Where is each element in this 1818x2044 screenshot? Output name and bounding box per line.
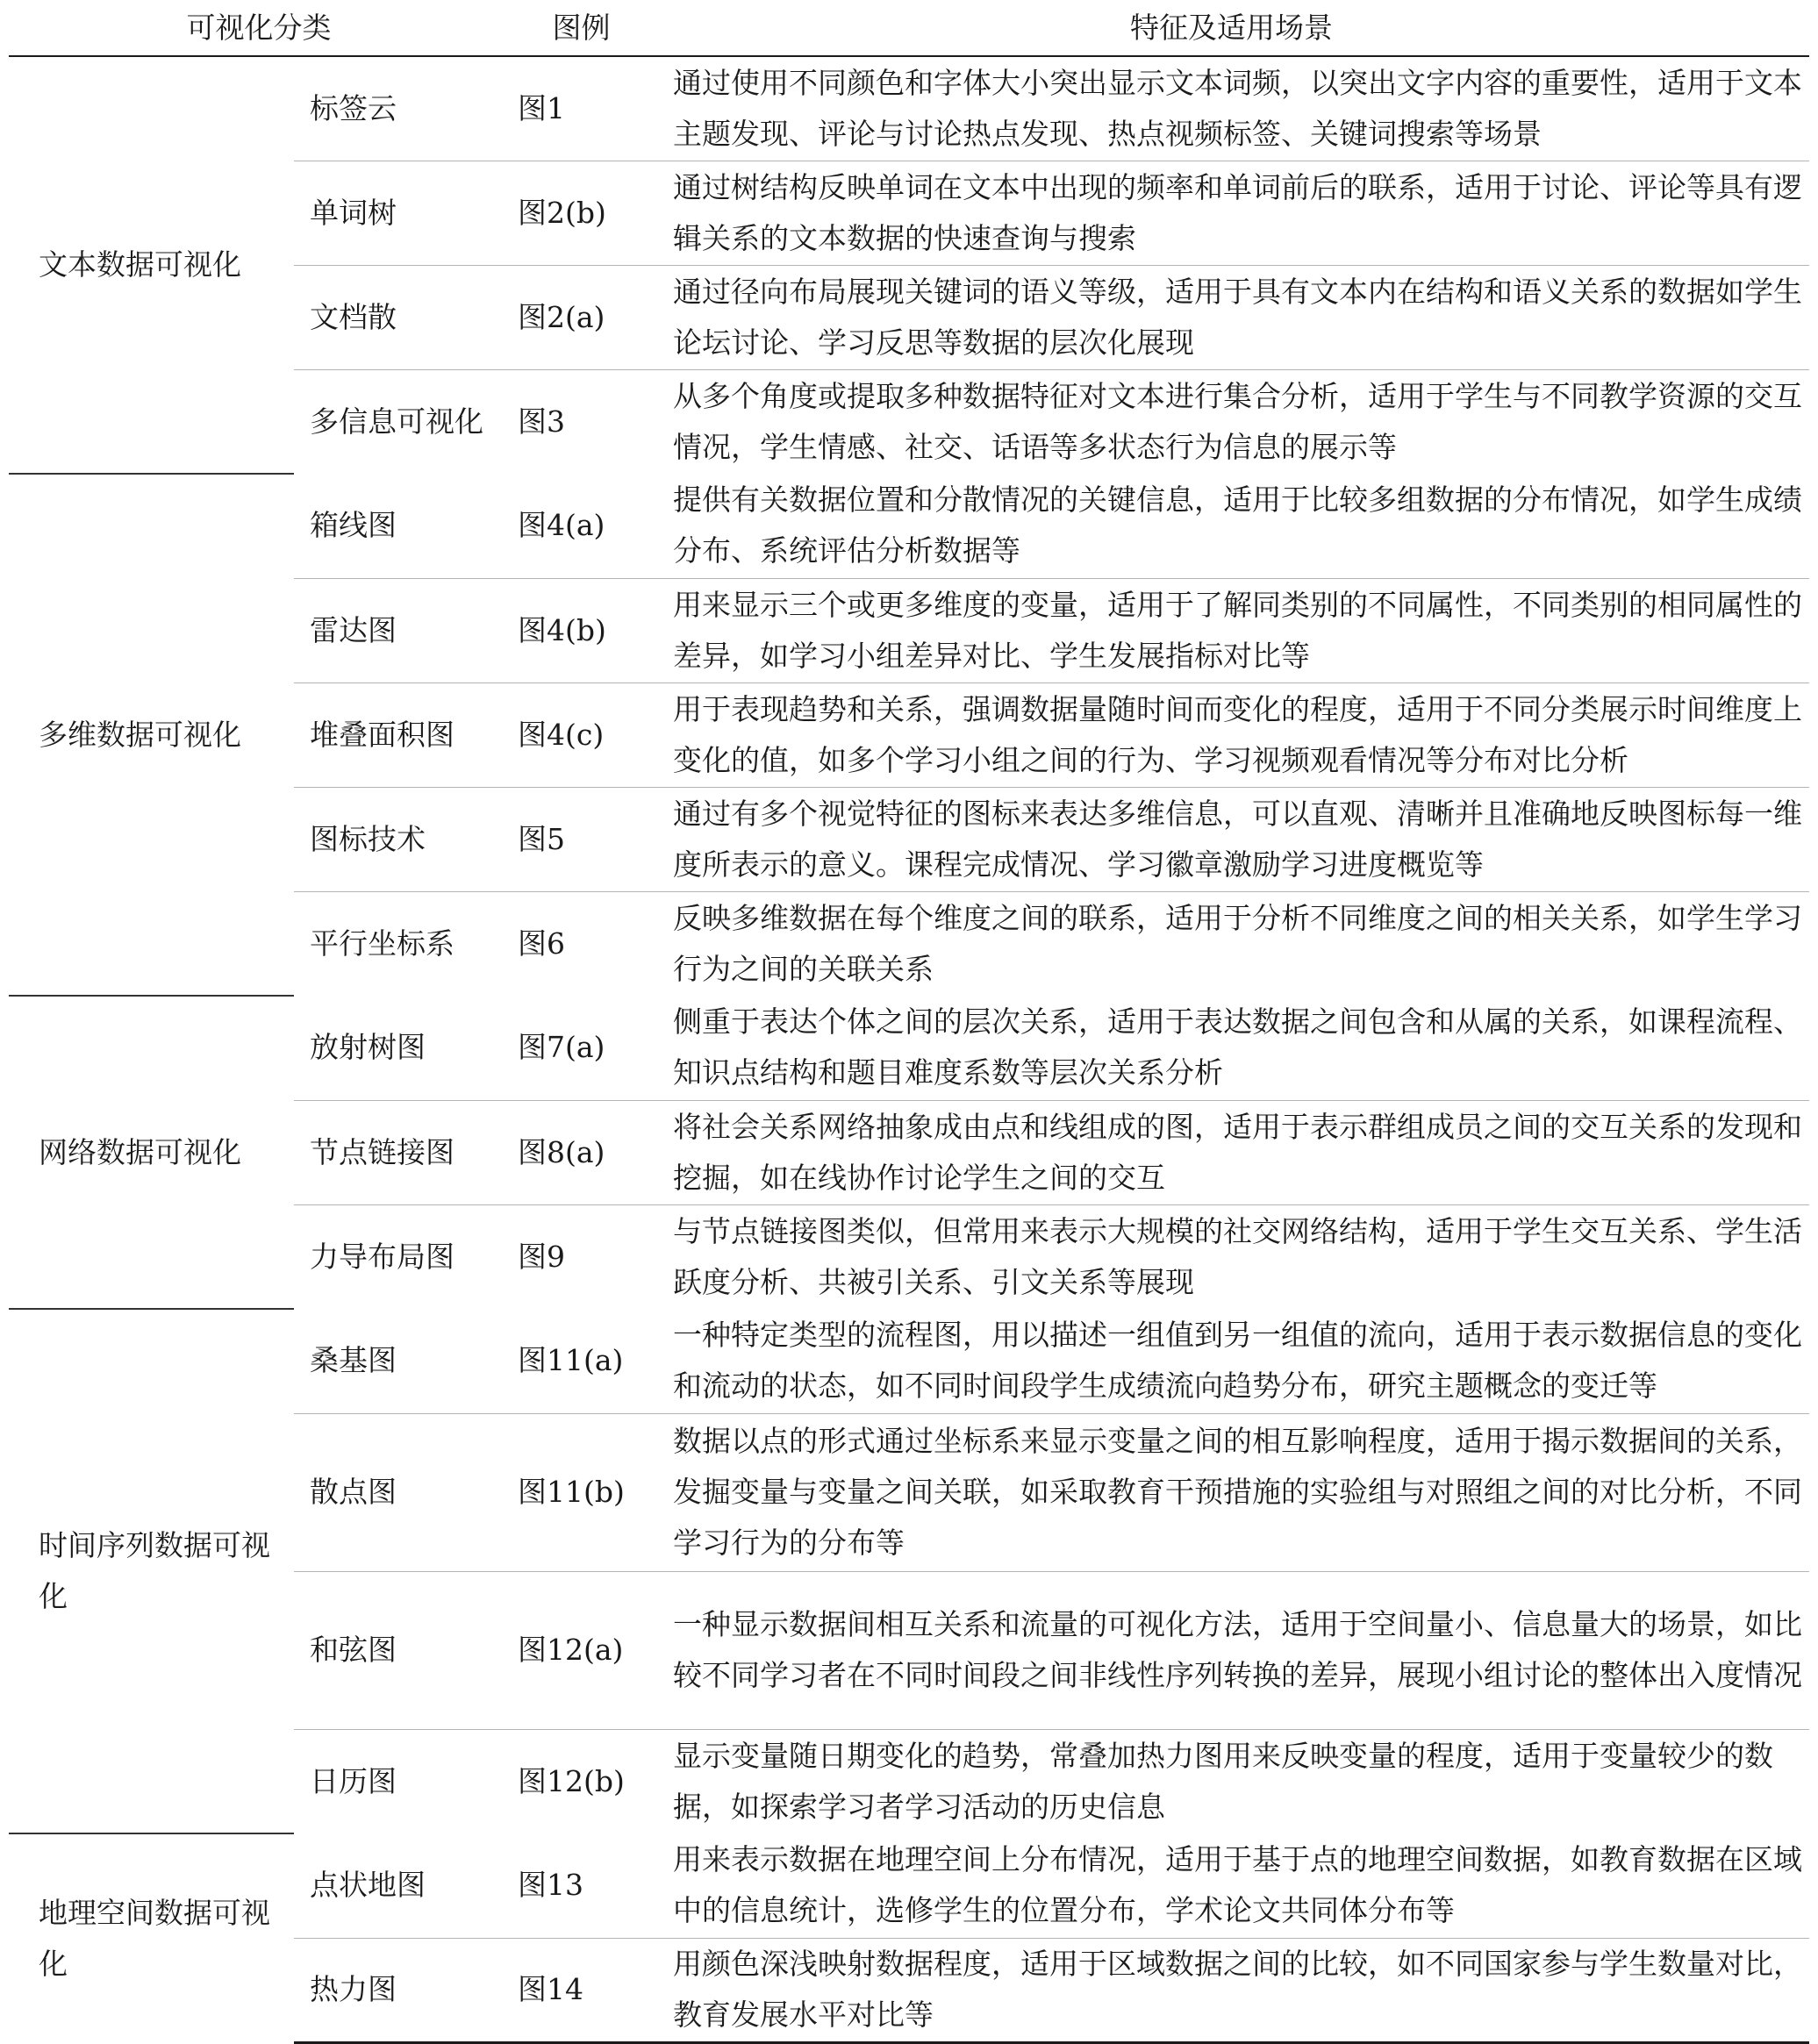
figure-ref-cell: 图2(b) [509, 161, 654, 265]
table-row [9, 996, 1809, 1100]
description-cell: 通过使用不同颜色和字体大小突出显示文本词频，以突出文字内容的重要性，适用于文本主题发现、评论与讨论热点发现、热点视频标签、关键词搜索等场景 [673, 65, 1802, 151]
chart-type-cell: 散点图 [294, 1413, 509, 1571]
chart-type-cell: 标签云 [310, 90, 397, 125]
figure-ref-cell: 图4(a) [518, 508, 605, 543]
table-row [9, 56, 1809, 161]
figure-ref-cell: 图9 [509, 1204, 654, 1309]
category-cell: 地理空间数据可视化 [9, 1833, 294, 2042]
chart-type-cell: 放射树图 [310, 1030, 426, 1065]
header-category: 可视化分类 [9, 0, 509, 56]
description-cell: 提供有关数据位置和分散情况的关键信息，适用于比较多组数据的分布情况，如学生成绩分布、系统评估分析数据等 [673, 482, 1802, 568]
figure-ref-cell: 图4(b) [509, 578, 654, 683]
figure-ref-cell: 图11(b) [509, 1413, 654, 1571]
chart-type-cell: 平行坐标系 [294, 891, 509, 996]
table-row [9, 1833, 1809, 1938]
chart-type-cell: 节点链接图 [294, 1100, 509, 1204]
description-cell: 一种特定类型的流程图，用以描述一组值到另一组值的流向，适用于表示数据信息的变化和流动的状态，如不同时间段学生成绩流向趋势分布，研究主题概念的变迁等 [673, 1318, 1802, 1404]
description-cell: 与节点链接图类似，但常用来表示大规模的社交网络结构，适用于学生交互关系、学生活跃度分析、共被引关系、引文关系等展现 [654, 1204, 1809, 1309]
chart-type-cell: 文档散 [294, 265, 509, 369]
category-cell: 网络数据可视化 [9, 996, 294, 1309]
chart-type-cell: 图标技术 [294, 787, 509, 891]
description-cell: 数据以点的形式通过坐标系来显示变量之间的相互影响程度，适用于揭示数据间的关系，发掘变量与变量之间关联，如采取教育干预措施的实验组与对照组之间的对比分析，不同学习行为的分布等 [654, 1413, 1809, 1571]
chart-type-cell: 日历图 [294, 1729, 509, 1833]
category-cell: 文本数据可视化 [39, 247, 241, 282]
table-row [9, 1309, 1809, 1413]
table-header [9, 0, 1809, 56]
figure-ref-cell: 图13 [518, 1868, 583, 1903]
figure-ref-cell: 图5 [509, 787, 654, 891]
description-cell: 通过树结构反映单词在文本中出现的频率和单词前后的联系，适用于讨论、评论等具有逻辑关系的文本数据的快速查询与搜索 [654, 161, 1809, 265]
header-figure: 图例 [509, 0, 654, 56]
description-cell: 用于表现趋势和关系，强调数据量随时间而变化的程度，适用于不同分类展示时间维度上变化的值，如多个学习小组之间的行为、学习视频观看情况等分布对比分析 [654, 683, 1809, 787]
category-cell: 时间序列数据可视化 [9, 1309, 294, 1833]
description-cell: 一种显示数据间相互关系和流量的可视化方法，适用于空间量小、信息量大的场景，如比较不同学习者在不同时间段之间非线性序列转换的差异，展现小组讨论的整体出入度情况 [654, 1571, 1809, 1729]
description-cell: 侧重于表达个体之间的层次关系，适用于表达数据之间包含和从属的关系，如课程流程、知识点结构和题目难度系数等层次关系分析 [673, 1004, 1802, 1090]
description-cell: 用颜色深浅映射数据程度，适用于区域数据之间的比较，如不同国家参与学生数量对比，教育发展水平对比等 [654, 1938, 1809, 2042]
figure-ref-cell: 图4(c) [509, 683, 654, 787]
visualization-classification-table [9, 0, 1809, 2044]
figure-ref-cell: 图2(a) [509, 265, 654, 369]
chart-type-cell: 热力图 [294, 1938, 509, 2042]
header-description: 特征及适用场景 [654, 0, 1809, 56]
description-cell: 通过有多个视觉特征的图标来表达多维信息，可以直观、清晰并且准确地反映图标每一维度所表示的意义。课程完成情况、学习徽章激励学习进度概览等 [654, 787, 1809, 891]
chart-type-cell: 桑基图 [310, 1343, 397, 1378]
figure-ref-cell: 图1 [518, 90, 565, 125]
description-cell: 将社会关系网络抽象成由点和线组成的图，适用于表示群组成员之间的交互关系的发现和挖掘，如在线协作讨论学生之间的交互 [654, 1100, 1809, 1204]
figure-ref-cell: 图6 [509, 891, 654, 996]
description-cell: 显示变量随日期变化的趋势，常叠加热力图用来反映变量的程度，适用于变量较少的数据，如探索学习者学习活动的历史信息 [654, 1729, 1809, 1833]
chart-type-cell: 单词树 [294, 161, 509, 265]
category-cell: 多维数据可视化 [9, 474, 294, 996]
chart-type-cell: 点状地图 [310, 1868, 426, 1903]
chart-type-cell: 和弦图 [294, 1571, 509, 1729]
table-row [9, 474, 1809, 578]
figure-ref-cell: 图8(a) [509, 1100, 654, 1204]
figure-ref-cell: 图7(a) [518, 1030, 605, 1065]
chart-type-cell: 箱线图 [310, 508, 397, 543]
chart-type-cell: 堆叠面积图 [294, 683, 509, 787]
description-cell: 用来显示三个或更多维度的变量，适用于了解同类别的不同属性，不同类别的相同属性的差异，如学习小组差异对比、学生发展指标对比等 [654, 578, 1809, 683]
description-cell: 通过径向布局展现关键词的语义等级，适用于具有文本内在结构和语义关系的数据如学生论坛讨论、学习反思等数据的层次化展现 [654, 265, 1809, 369]
description-cell: 用来表示数据在地理空间上分布情况，适用于基于点的地理空间数据，如教育数据在区域中的信息统计，选修学生的位置分布，学术论文共同体分布等 [673, 1842, 1802, 1928]
chart-type-cell: 力导布局图 [294, 1204, 509, 1309]
figure-ref-cell: 图11(a) [518, 1343, 624, 1378]
chart-type-cell: 雷达图 [294, 578, 509, 683]
chart-type-cell: 多信息可视化 [294, 369, 509, 474]
description-cell: 反映多维数据在每个维度之间的联系，适用于分析不同维度之间的相关关系，如学生学习行为之间的关联关系 [654, 891, 1809, 996]
description-cell: 从多个角度或提取多种数据特征对文本进行集合分析，适用于学生与不同教学资源的交互情况，学生情感、社交、话语等多状态行为信息的展示等 [654, 369, 1809, 474]
figure-ref-cell: 图12(b) [509, 1729, 654, 1833]
figure-ref-cell: 图3 [509, 369, 654, 474]
figure-ref-cell: 图14 [509, 1938, 654, 2042]
table-body [9, 56, 1809, 2042]
header-row [9, 0, 1809, 56]
figure-ref-cell: 图12(a) [509, 1571, 654, 1729]
